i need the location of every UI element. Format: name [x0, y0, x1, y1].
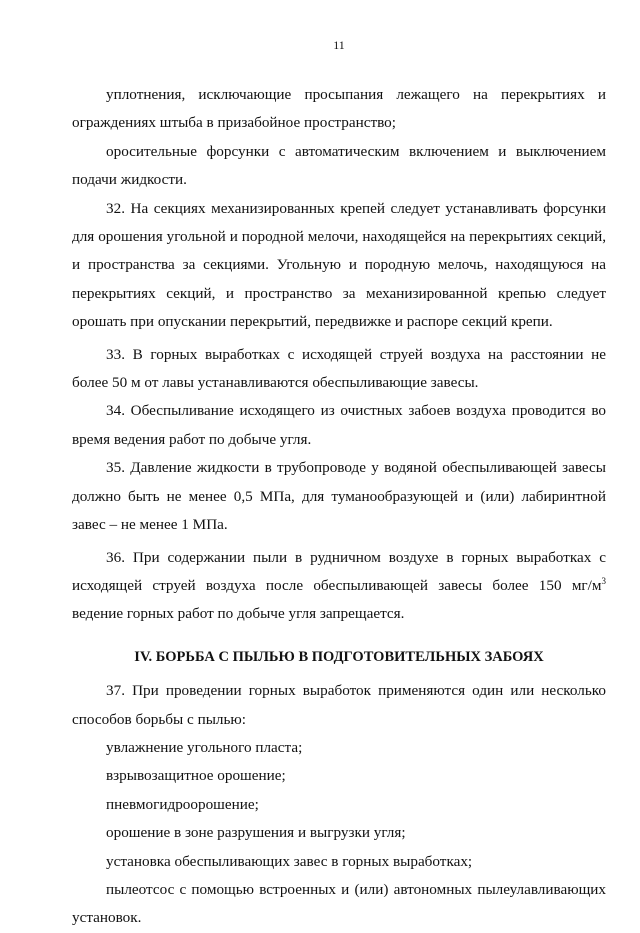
paragraph-36-text-end: ведение горных работ по добыче угля запрещается.: [72, 605, 405, 623]
page-number: 11: [333, 38, 345, 52]
methods-list: [72, 734, 606, 933]
paragraph-32: 32. На секциях механизированных крепей следует устанавливать форсунки для орошения угольной и породной мелочи, находящейся на перекрытиях секций, и пространства за секциями. Угольную и породную мелочь, находящуюся на перекрытиях секций, и пространство за механизированной крепью следует орошать при опускании перекрытий, передвижке и распоре секций крепи.: [72, 199, 606, 331]
section-heading: IV. БОРЬБА С ПЫЛЬЮ В ПОДГОТОВИТЕЛЬНЫХ ЗАБОЯХ: [134, 648, 544, 665]
paragraph-36-text: 36. При содержании пыли в рудничном воздухе в горных выработках с исходящей струей воздуха после обеспыливающей завесы более 150 мг/м: [72, 548, 606, 594]
list-item: увлажнение угольного пласта;: [106, 738, 303, 756]
list-item: орошение в зоне разрушения и выгрузки угля;: [106, 824, 406, 842]
superscript-3: 3: [601, 575, 606, 586]
paragraph: оросительные форсунки с автоматическим включением и выключением подачи жидкости.: [72, 142, 606, 189]
list-item: пневмогидроорошение;: [106, 795, 259, 813]
list-item: взрывозащитное орошение;: [106, 767, 286, 785]
list-item: установка обеспыливающих завес в горных выработках;: [106, 852, 473, 870]
paragraph-33: 33. В горных выработках с исходящей струей воздуха на расстоянии не более 50 м от лавы устанавливаются обеспыливающие завесы.: [72, 345, 606, 392]
paragraph-36: [72, 544, 606, 629]
body-text: [72, 81, 606, 933]
paragraph-34: 34. Обеспыливание исходящего из очистных забоев воздуха проводится во время ведения работ по добыче угля.: [72, 402, 606, 448]
paragraph-35: 35. Давление жидкости в трубопроводе у водяной обеспыливающей завесы должно быть не менее 0,5 МПа, для туманообразующей и (или) лабиринтной завес – не менее 1 МПа.: [72, 459, 606, 534]
paragraph-37: 37. При проведении горных выработок применяются один или несколько способов борьбы с пылью:: [72, 682, 606, 728]
list-item: пылеотсос с помощью встроенных и (или) автономных пылеулавливающих установок.: [72, 880, 606, 927]
paragraph: уплотнения, исключающие просыпания лежащего на перекрытиях и ограждениях штыба в призабойное пространство;: [72, 86, 606, 132]
